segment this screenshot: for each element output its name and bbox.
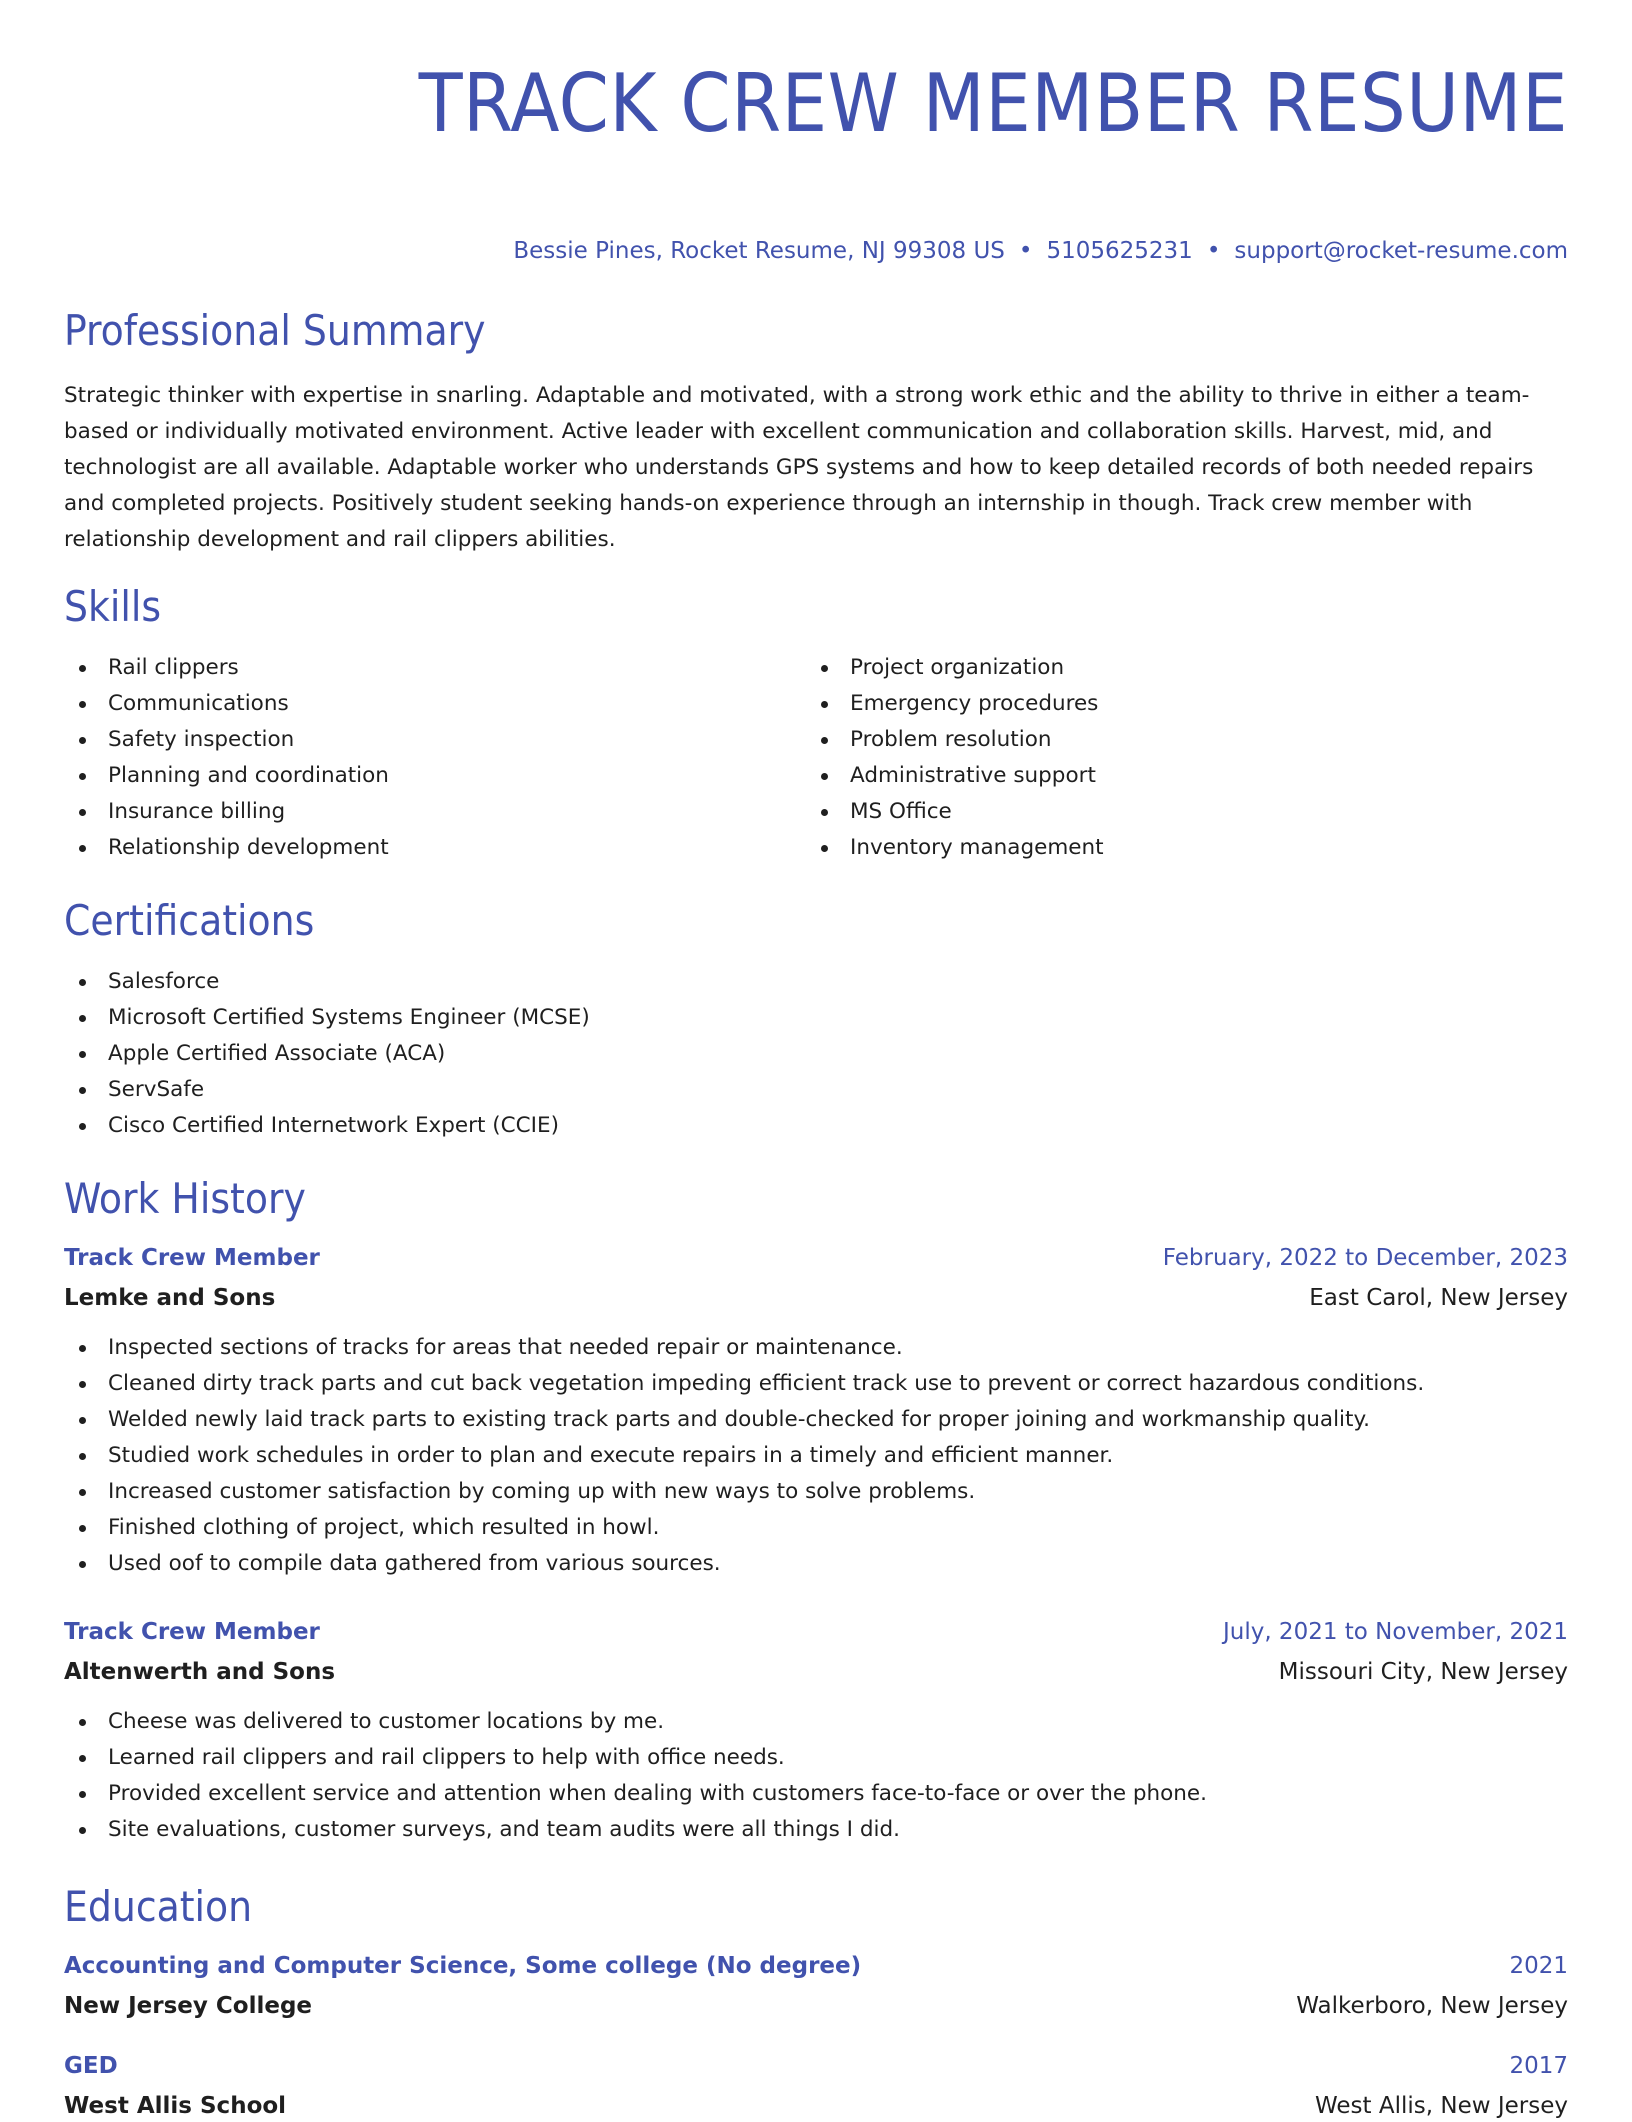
education-entry	[64, 1950, 1568, 2022]
job-bullet: Provided excellent service and attention when dealing with customers face-to-face or over the phone.	[64, 1776, 1568, 1812]
skill-item: Safety inspection	[64, 722, 806, 758]
job-dates: February, 2022 to December, 2023	[1162, 1245, 1568, 1271]
education-school-row	[64, 2090, 1568, 2122]
job-location: East Carol, New Jersey	[1309, 1285, 1568, 1311]
job-bullet: Learned rail clippers and rail clippers to help with office needs.	[64, 1740, 1568, 1776]
certifications-list	[64, 964, 1568, 1144]
education-header-row	[64, 1950, 1568, 1982]
education-location: West Allis, New Jersey	[1315, 2093, 1568, 2119]
skills-list-right	[806, 650, 1548, 866]
education-degree: Accounting and Computer Science, Some college (No degree)	[64, 1953, 862, 1979]
job-entry	[64, 1242, 1568, 1582]
education-location: Walkerboro, New Jersey	[1296, 1993, 1568, 2019]
job-header-row	[64, 1242, 1568, 1274]
education-school: West Allis School	[64, 2093, 287, 2119]
contact-phone: 5105625231	[1046, 238, 1193, 264]
job-dates: July, 2021 to November, 2021	[1222, 1619, 1568, 1645]
skill-item: Relationship development	[64, 830, 806, 866]
job-bullet: Inspected sections of tracks for areas that needed repair or maintenance.	[64, 1330, 1568, 1366]
job-bullet: Site evaluations, customer surveys, and team audits were all things I did.	[64, 1812, 1568, 1848]
certifications-section	[64, 896, 1568, 1144]
summary-section	[64, 306, 1568, 558]
skill-item: Problem resolution	[806, 722, 1548, 758]
certification-item: Microsoft Certified Systems Engineer (MCSE)	[64, 1000, 1568, 1036]
summary-heading: Professional Summary	[64, 306, 486, 355]
job-bullet: Cleaned dirty track parts and cut back vegetation impeding efficient track use to prevent or correct hazardous conditions.	[64, 1366, 1568, 1402]
contact-separator: •	[1018, 238, 1033, 264]
education-school-row	[64, 1990, 1568, 2022]
skill-item: Communications	[64, 686, 806, 722]
education-entry	[64, 2050, 1568, 2122]
skill-item: Administrative support	[806, 758, 1548, 794]
job-bullet: Finished clothing of project, which resulted in howl.	[64, 1510, 1568, 1546]
certification-item: Apple Certified Associate (ACA)	[64, 1036, 1568, 1072]
skill-item: Project organization	[806, 650, 1548, 686]
job-bullet: Welded newly laid track parts to existing track parts and double-checked for proper joining and workmanship quality.	[64, 1402, 1568, 1438]
certification-item: Salesforce	[64, 964, 1568, 1000]
job-entry	[64, 1616, 1568, 1848]
skills-grid	[64, 650, 1568, 866]
job-company-row	[64, 1282, 1568, 1314]
job-company-row	[64, 1656, 1568, 1688]
work-history-heading: Work History	[64, 1174, 306, 1223]
skill-item: Planning and coordination	[64, 758, 806, 794]
certifications-heading: Certifications	[64, 896, 315, 945]
job-role: Track Crew Member	[64, 1619, 320, 1645]
skills-section	[64, 582, 1568, 866]
job-company: Lemke and Sons	[64, 1285, 276, 1311]
job-bullets	[64, 1704, 1568, 1848]
skills-heading: Skills	[64, 582, 162, 631]
skill-item: MS Office	[806, 794, 1548, 830]
certification-item: Cisco Certified Internetwork Expert (CCIE)	[64, 1108, 1568, 1144]
skill-item: Emergency procedures	[806, 686, 1548, 722]
education-year: 2017	[1509, 2053, 1568, 2079]
job-header-row	[64, 1616, 1568, 1648]
education-section	[64, 1882, 1568, 2122]
job-bullet: Increased customer satisfaction by coming up with new ways to solve problems.	[64, 1474, 1568, 1510]
skills-list-left	[64, 650, 806, 866]
education-heading: Education	[64, 1882, 253, 1931]
job-location: Missouri City, New Jersey	[1278, 1659, 1568, 1685]
contact-separator: •	[1206, 238, 1221, 264]
skill-item: Inventory management	[806, 830, 1548, 866]
job-company: Altenwerth and Sons	[64, 1659, 336, 1685]
contact-address: Bessie Pines, Rocket Resume, NJ 99308 US	[513, 238, 1005, 264]
work-history-section	[64, 1174, 1568, 1848]
summary-text: Strategic thinker with expertise in snarling. Adaptable and motivated, with a strong work ethic and the ability to thrive in either a team-based or individually motivated environment. Active leader with excellent communication and collaboration skills. Harvest, mid, and technologist are all available. Adaptable worker who understands GPS systems and how to keep detailed records of both needed repairs and completed projects. Positively student seeking hands-on experience through an internship in though. Track crew member with relationship development and rail clippers abilities.	[64, 383, 1534, 552]
education-header-row	[64, 2050, 1568, 2082]
education-year: 2021	[1509, 1953, 1568, 1979]
certification-item: ServSafe	[64, 1072, 1568, 1108]
job-bullet: Cheese was delivered to customer locations by me.	[64, 1704, 1568, 1740]
education-school: New Jersey College	[64, 1993, 313, 2019]
skill-item: Rail clippers	[64, 650, 806, 686]
job-role: Track Crew Member	[64, 1245, 320, 1271]
skill-item: Insurance billing	[64, 794, 806, 830]
job-bullets	[64, 1330, 1568, 1582]
job-bullet: Used oof to compile data gathered from various sources.	[64, 1546, 1568, 1582]
resume-title: TRACK CREW MEMBER RESUME	[418, 57, 1568, 150]
contact-line	[64, 236, 1568, 266]
contact-email[interactable]: support@rocket-resume.com	[1234, 238, 1568, 264]
job-bullet: Studied work schedules in order to plan and execute repairs in a timely and efficient manner.	[64, 1438, 1568, 1474]
education-degree: GED	[64, 2053, 118, 2079]
